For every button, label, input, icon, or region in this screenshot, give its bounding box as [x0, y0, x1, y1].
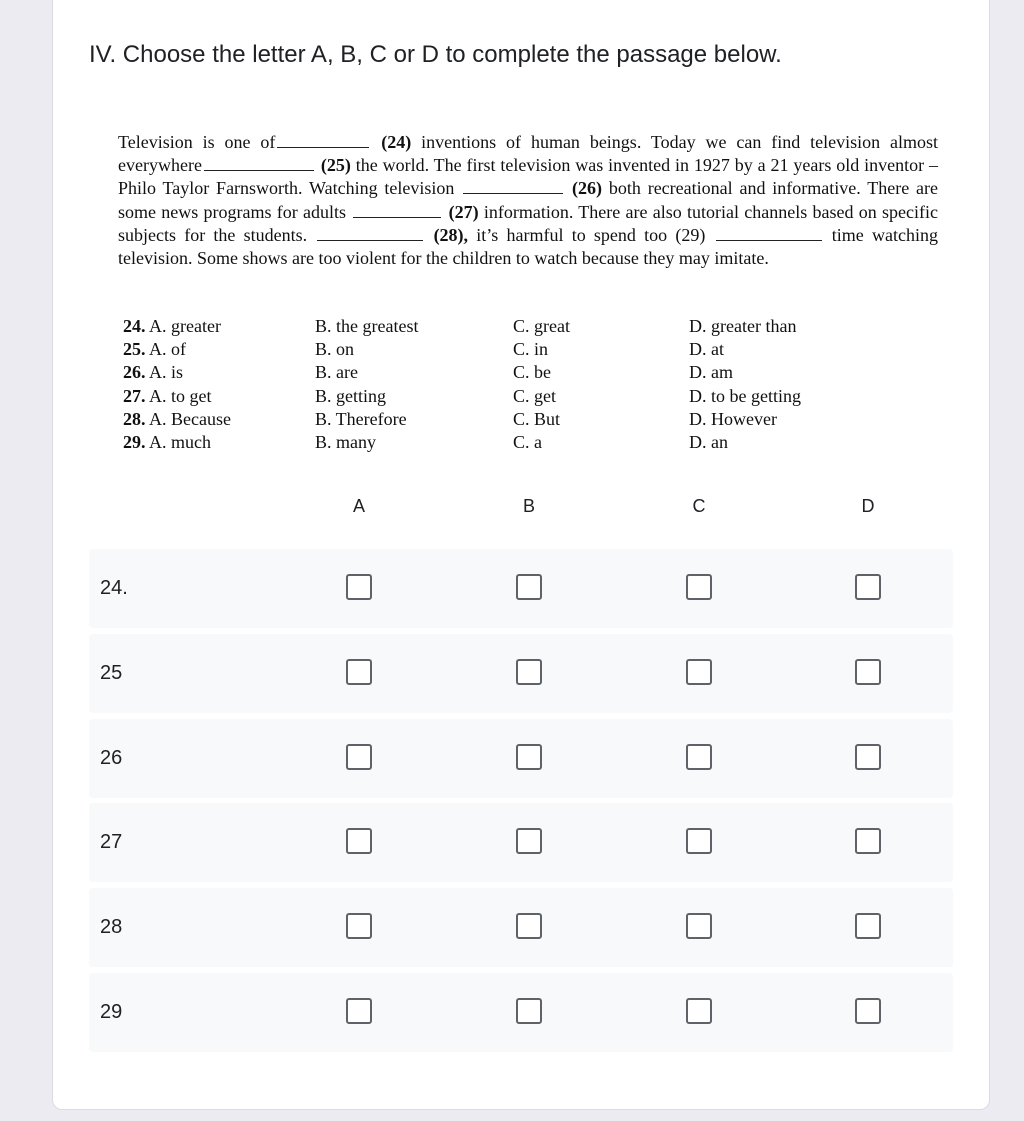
row-label: 26: [100, 747, 123, 769]
blank-24: [277, 133, 369, 148]
grid-row-26: [89, 719, 953, 798]
checkbox-29-d[interactable]: [855, 998, 881, 1024]
option-row: [123, 386, 923, 409]
option-c: C. But: [513, 408, 561, 429]
blank-number-26: (26): [572, 178, 603, 199]
checkbox-28-c[interactable]: [686, 913, 712, 939]
row-label: 25: [100, 662, 123, 684]
passage-text: information. There are also tutorial channels based on specific subjects for the students.: [118, 201, 939, 245]
option-c: C. be: [513, 362, 551, 383]
row-label: 28: [100, 916, 123, 938]
option-a: 28. A. Because: [123, 408, 231, 429]
checkbox-28-b[interactable]: [516, 913, 542, 939]
checkbox-24-b[interactable]: [516, 574, 542, 600]
blank-27: [353, 203, 441, 218]
checkbox-24-d[interactable]: [855, 574, 881, 600]
checkbox-25-b[interactable]: [516, 659, 542, 685]
checkbox-27-a[interactable]: [346, 828, 372, 854]
passage-text: it’s harmful to spend too (29): [476, 224, 706, 245]
grid-row-27: [89, 803, 953, 882]
row-label: 29: [100, 1001, 123, 1023]
option-d: D. an: [689, 431, 728, 452]
option-d: D. am: [689, 362, 733, 383]
checkbox-26-d[interactable]: [855, 744, 881, 770]
option-a: 25. A. of: [123, 339, 187, 360]
grid-row-25: [89, 634, 953, 713]
option-row: [123, 339, 923, 362]
checkbox-29-b[interactable]: [516, 998, 542, 1024]
blank-number-25: (25): [320, 155, 351, 176]
passage-text: Television is one of: [118, 132, 276, 152]
option-d: D. at: [689, 339, 724, 360]
answer-options: [123, 316, 923, 455]
checkbox-26-b[interactable]: [516, 744, 542, 770]
checkbox-24-c[interactable]: [686, 574, 712, 600]
option-b: B. the greatest: [315, 316, 419, 336]
checkbox-26-a[interactable]: [346, 744, 372, 770]
option-b: B. are: [315, 362, 358, 383]
checkbox-27-d[interactable]: [855, 828, 881, 854]
option-c: C. in: [513, 339, 549, 360]
option-d: D. to be getting: [689, 385, 801, 406]
blank-25: [204, 156, 314, 171]
option-c: C. great: [513, 316, 570, 336]
option-row: [123, 362, 923, 385]
option-b: B. on: [315, 339, 355, 360]
checkbox-28-a[interactable]: [346, 913, 372, 939]
grid-column-headers: [89, 496, 953, 524]
passage-image: [118, 131, 938, 270]
passage-text: the world. The first television was invented in 1927 by a 21 years old inventor – Philo Taylor Farnsworth. Watching television: [118, 155, 939, 199]
blank-28: [317, 226, 423, 241]
question-card: [52, 0, 990, 1110]
checkbox-29-c[interactable]: [686, 998, 712, 1024]
column-header-c: C: [692, 496, 706, 516]
option-d: D. greater than: [689, 316, 797, 336]
option-c: C. get: [513, 385, 556, 406]
option-b: B. getting: [315, 385, 386, 406]
option-a: 24. A. greater: [123, 316, 221, 336]
option-d: D. However: [689, 408, 777, 429]
checkbox-27-b[interactable]: [516, 828, 542, 854]
checkbox-25-d[interactable]: [855, 659, 881, 685]
option-a: 26. A. is: [123, 362, 184, 383]
checkbox-24-a[interactable]: [346, 574, 372, 600]
option-b: B. Therefore: [315, 408, 407, 429]
checkbox-27-c[interactable]: [686, 828, 712, 854]
grid-row-29: [89, 973, 953, 1052]
row-label: 24.: [100, 577, 128, 599]
passage-text: both recreational and informative. There are some news programs for adults: [118, 178, 939, 222]
option-row: [123, 432, 923, 455]
blank-number-28: (28),: [433, 224, 469, 245]
checkbox-29-a[interactable]: [346, 998, 372, 1024]
column-header-d: D: [861, 496, 875, 516]
option-row: [123, 409, 923, 432]
checkbox-25-c[interactable]: [686, 659, 712, 685]
blank-29: [716, 226, 822, 241]
grid-row-24: [89, 549, 953, 628]
grid-row-28: [89, 888, 953, 967]
row-label: 27: [100, 831, 123, 853]
option-row: [123, 316, 923, 339]
option-b: B. many: [315, 431, 376, 452]
option-c: C. a: [513, 431, 542, 452]
question-title: IV. Choose the letter A, B, C or D to complete the passage below.: [89, 41, 782, 68]
checkbox-25-a[interactable]: [346, 659, 372, 685]
blank-26: [463, 179, 563, 194]
passage-text: time watching television. Some shows are too violent for the children to watch because they may imitate.: [118, 224, 938, 269]
column-header-a: A: [352, 496, 366, 516]
blank-number-27: (27): [448, 201, 479, 222]
passage-text: inventions of human beings. Today we can find television almost everywhere: [118, 132, 939, 176]
checkbox-28-d[interactable]: [855, 913, 881, 939]
checkbox-26-c[interactable]: [686, 744, 712, 770]
blank-number-24: (24): [381, 132, 412, 152]
option-a: 27. A. to get: [123, 385, 212, 406]
option-a: 29. A. much: [123, 431, 212, 452]
column-header-b: B: [522, 496, 536, 516]
